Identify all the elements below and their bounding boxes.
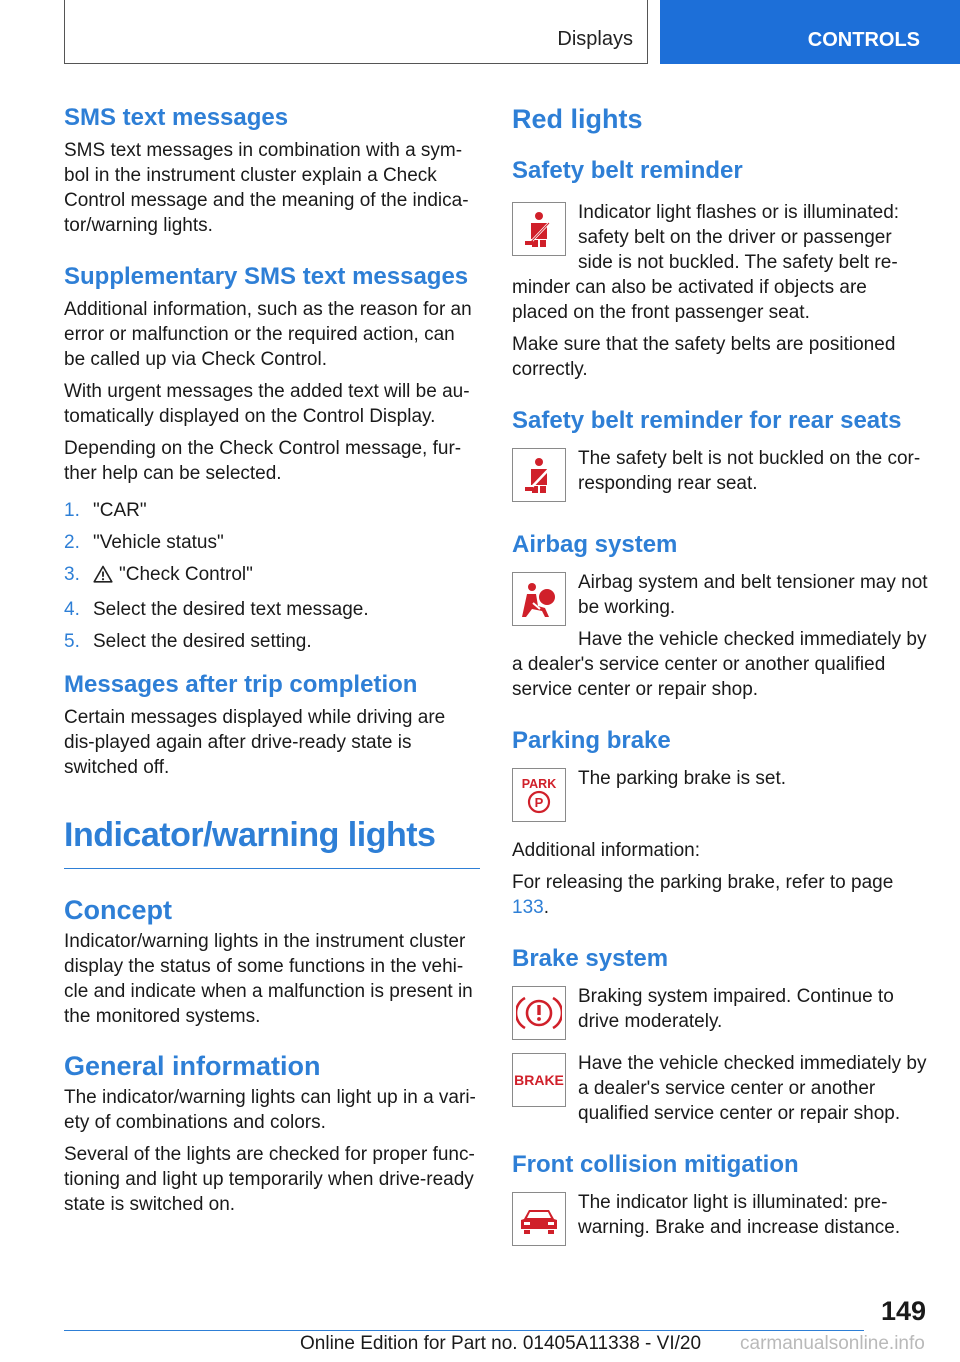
list-item: 3. "Check Control": [64, 562, 480, 590]
general-info-paragraph-2: Several of the lights are checked for proper func-tioning and light up temporarily when drive-ready state is switched on.: [64, 1144, 475, 1215]
brake-exclamation-icon: [512, 986, 566, 1040]
footer-divider: [64, 1330, 864, 1331]
right-column: [512, 100, 928, 1250]
steps-list: [64, 498, 480, 654]
concept-heading: Concept: [64, 895, 172, 925]
supplementary-paragraph-2: With urgent messages the added text will be au-tomatically displayed on the Control Display.: [64, 381, 470, 427]
airbag-icon: [512, 572, 566, 626]
left-column: [64, 100, 480, 1217]
chapter-title: CONTROLS: [807, 29, 920, 51]
supplementary-paragraph-3: Depending on the Check Control message, fur-ther help can be selected.: [64, 438, 462, 484]
concept-paragraph: Indicator/warning lights in the instrument cluster display the status of some functions in the vehi-cle and indicate when a malfunction is present in the monitored systems.: [64, 931, 473, 1027]
red-lights-heading: Red lights: [512, 104, 643, 134]
front-collision-icon: [512, 1192, 566, 1246]
list-item: 2. "Vehicle status": [64, 532, 224, 553]
list-item: 5. Select the desired setting.: [64, 631, 312, 652]
parking-icon-letter: P: [534, 795, 544, 810]
brake-icon-label: BRAKE: [514, 1072, 564, 1088]
parking-brake-paragraph: The parking brake is set.: [578, 768, 787, 789]
trip-completion-heading: Messages after trip completion: [64, 671, 418, 698]
additional-info-label: Additional information:: [512, 840, 700, 861]
release-paragraph: For releasing the parking brake, refer to page 133.: [512, 872, 894, 918]
list-item: 4. Select the desired text message.: [64, 599, 369, 620]
list-item: 1. "CAR": [64, 500, 147, 521]
edition-note: Online Edition for Part no. 01405A11338 - VI/20: [300, 1333, 702, 1354]
parking-icon-label: PARK: [521, 777, 557, 791]
supplementary-heading: Supplementary SMS text messages: [64, 263, 469, 290]
brake-system-paragraph-2: Have the vehicle checked immediately by a dealer's service center or another qualified service center or repair shop.: [578, 1053, 927, 1124]
sms-paragraph: SMS text messages in combination with a sym-bol in the instrument cluster explain a Check Control message and the meaning of the indica-tor/warning lights.: [64, 140, 469, 236]
belt-reminder-paragraph-2: Make sure that the safety belts are positioned correctly.: [512, 334, 896, 380]
rear-seatbelt-icon: [512, 448, 566, 502]
header-bar: [64, 0, 648, 64]
chapter-tab[interactable]: [660, 0, 960, 64]
brake-system-heading: Brake system: [512, 945, 669, 972]
sms-heading: SMS text messages: [64, 104, 289, 131]
page-number: 149: [880, 1296, 926, 1326]
airbag-paragraph-2: Have the vehicle checked immediately by a dealer's service center or another qualified service center or repair shop.: [512, 629, 927, 700]
trip-completion-paragraph: Certain messages displayed while driving are dis-played again after drive-ready state is switched off.: [64, 707, 446, 778]
parking-brake-icon: [512, 768, 566, 822]
belt-reminder-heading: Safety belt reminder: [512, 157, 743, 184]
seatbelt-icon: [512, 202, 566, 256]
general-info-heading: General information: [64, 1051, 321, 1081]
supplementary-paragraph-1: Additional information, such as the reason for an error or malfunction or the required action, can be called up via Check Control.: [64, 299, 472, 370]
title-divider: [64, 868, 480, 869]
rear-belt-heading: Safety belt reminder for rear seats: [512, 407, 902, 434]
general-info-paragraph-1: The indicator/warning lights can light up in a vari-ety of combinations and colors.: [64, 1087, 476, 1133]
rear-belt-paragraph: The safety belt is not buckled on the cor-responding rear seat.: [578, 448, 921, 494]
belt-reminder-paragraph: Indicator light flashes or is illuminated: safety belt on the driver or passenger side is not buckled. The safety belt re-minder can also be activated if objects are placed on the front passenger seat.: [512, 202, 900, 323]
watermark: carmanualsonline.info: [740, 1333, 925, 1354]
parking-brake-heading: Parking brake: [512, 727, 671, 754]
page-title: Indicator/warning lights: [64, 816, 436, 854]
airbag-heading: Airbag system: [512, 531, 678, 558]
brake-system-paragraph: Braking system impaired. Continue to drive moderately.: [578, 986, 894, 1032]
section-title: Displays: [557, 28, 633, 50]
front-collision-heading: Front collision mitigation: [512, 1151, 799, 1178]
warning-triangle-icon: [93, 565, 113, 590]
brake-text-icon: [512, 1053, 566, 1107]
front-collision-paragraph: The indicator light is illuminated: pre-warning. Brake and increase distance.: [578, 1192, 901, 1238]
page-reference-link[interactable]: 133: [512, 897, 544, 918]
airbag-paragraph: Airbag system and belt tensioner may not be working.: [578, 572, 928, 618]
